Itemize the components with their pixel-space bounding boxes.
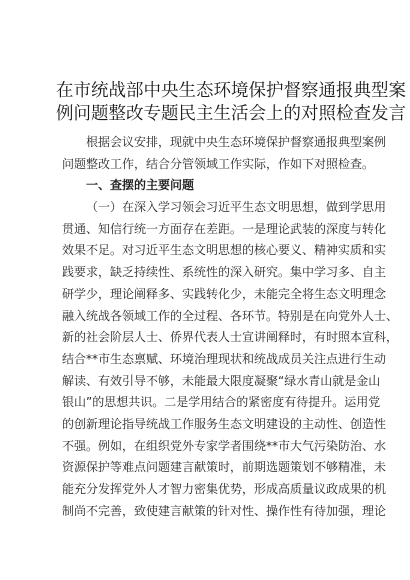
paragraph-line: 贯通、知信行统一方面存在差距。一是理论武装的深度与转化 [62,221,387,236]
paragraph-line: （一）在深入学习领会习近平生态文明思想，做到学思用 [86,200,387,215]
paragraph-line: 资源保护等难点问题建言献策时，前期选题策划不够精准，未 [62,460,387,475]
paragraph-line: 银山”的思想共识。二是学用结合的紧密度有待提升。运用党 [62,395,381,410]
paragraph-line: 效果不足。对习近平生态文明思想的核心要义、精神实质和实 [62,243,387,258]
section-heading: 一、查摆的主要问题 [86,178,195,193]
document-body [62,132,399,522]
paragraph-line: 融入统战各领域工作的全过程、各环节。特别是在向党外人士、 [62,308,399,323]
paragraph-line: 能充分发挥党外人才智力密集优势，形成高质量议政成果的机 [62,482,387,496]
paragraph-line: 解读、有效引导不够，未能最大限度凝聚“绿水青山就是金山 [62,373,381,388]
document-title [56,80,406,126]
paragraph-line: 根据会议安排，现就中央生态环境保护督察通报典型案例 [86,135,387,149]
paragraph-line: 问题整改工作，结合分管领域工作实际，作如下对照检查。 [62,156,375,171]
title-line: 在市统战部中央生态环境保护督察通报典型案 [56,81,406,101]
paragraph-line: 结合**市生态禀赋、环境治理现状和统战成员关注点进行生动 [62,351,387,366]
paragraph-line: 研学少，理论阐释多、实践转化少，未能完全将生态文明理念 [62,286,387,301]
title-line: 例问题整改专题民主生活会上的对照检查发言 [56,104,406,124]
paragraph-line: 新的社会阶层人士、侨界代表人士宣讲阐释时，有时照本宣科， [62,330,399,345]
paragraph-line: 不强。例如，在组织党外专家学者围绕**市大气污染防治、水 [62,438,387,453]
paragraph-line: 制尚不完善，致使建言献策的针对性、操作性有待加强，理论 [62,503,387,518]
paragraph-line: 践要求，缺乏持续性、系统性的深入研究。集中学习多、自主 [62,265,387,280]
paragraph-line: 的创新理论指导统战工作服务生态文明建设的主动性、创造性 [62,416,387,431]
